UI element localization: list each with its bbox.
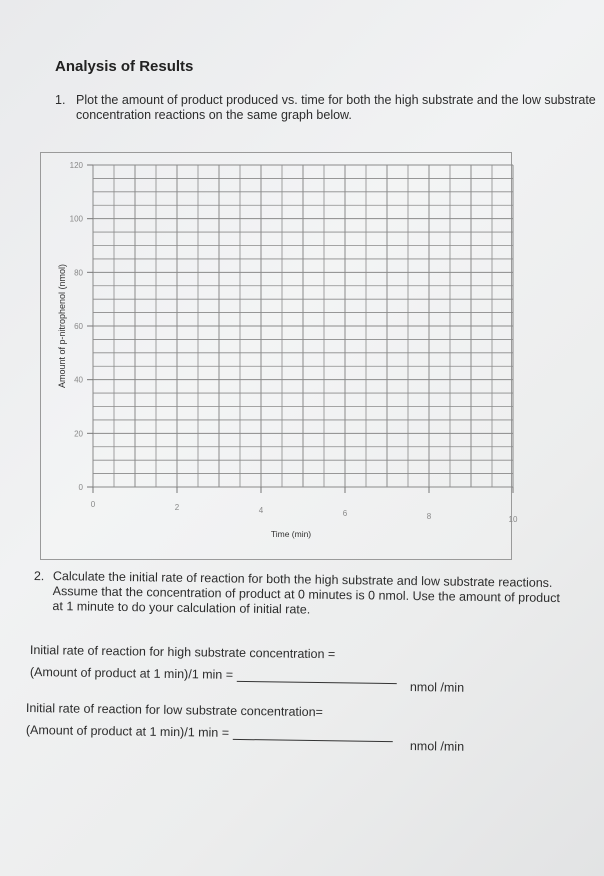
low-rate-formula-row	[26, 722, 393, 742]
x-tick-label: 0	[90, 500, 96, 509]
high-rate-unit: nmol /min	[409, 680, 465, 695]
x-tick-label: 10	[508, 515, 518, 524]
x-tick-label: 6	[342, 509, 348, 518]
high-rate-answer-blank[interactable]	[236, 667, 396, 684]
question-2-number: 2.	[33, 569, 45, 584]
high-rate-formula: (Amount of product at 1 min)/1 min =	[29, 664, 234, 682]
high-rate-formula-row	[30, 664, 397, 684]
y-tick-label: 100	[69, 214, 83, 224]
x-tick-label: 4	[258, 506, 264, 515]
product-vs-time-graph	[41, 153, 518, 559]
low-rate-formula: (Amount of product at 1 min)/1 min =	[25, 722, 230, 740]
question-1-text: Plot the amount of product produced vs. time for both the high substrate and the low substrate concentration reactions on the same graph below.	[76, 93, 596, 122]
question-2-text: Calculate the initial rate of reaction for both the high substrate and low substrate reactions. Assume that the concentration of product at 0 minutes is 0 nmol. Use the amount of product at 1 minute to do your calculation of initial rate.	[52, 569, 560, 617]
section-title: Analysis of Results	[55, 58, 194, 75]
question-1-number: 1.	[55, 93, 66, 107]
y-tick-label: 40	[74, 375, 83, 385]
y-tick-label: 80	[74, 268, 83, 278]
y-tick-label: 120	[69, 161, 83, 170]
graph-frame	[40, 152, 518, 560]
high-rate-label: Initial rate of reaction for high substrate concentration =	[29, 643, 336, 662]
y-tick-label: 20	[74, 429, 83, 439]
x-tick-label: 2	[174, 503, 180, 512]
x-tick-label: 8	[426, 512, 432, 521]
low-rate-answer-blank[interactable]	[232, 725, 392, 742]
y-tick-label: 0	[78, 483, 83, 492]
x-axis-label: Time (min)	[270, 529, 312, 539]
low-rate-unit: nmol /min	[409, 739, 465, 754]
y-axis-label: Amount of p-nitrophenol (nmol)	[57, 263, 67, 389]
low-rate-label: Initial rate of reaction for low substrate concentration=	[25, 701, 324, 720]
y-tick-label: 60	[74, 322, 83, 331]
